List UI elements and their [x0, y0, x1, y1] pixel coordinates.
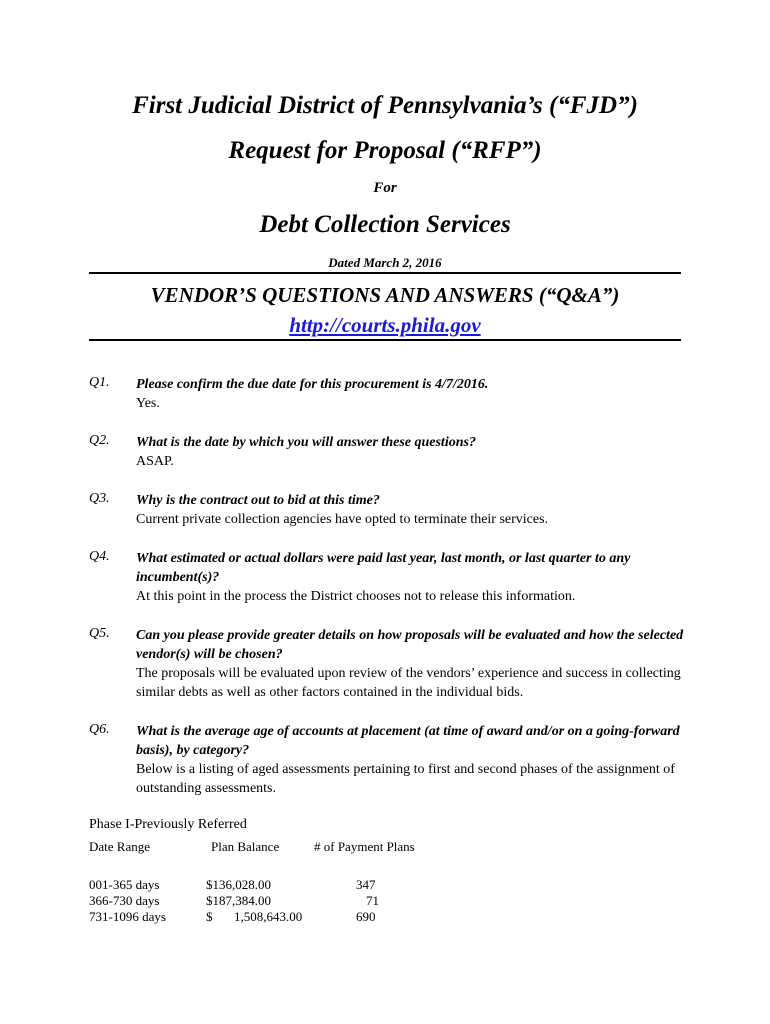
qa-item — [136, 375, 684, 413]
question-number: Q3. — [89, 491, 110, 506]
document-title-line1: First Judicial District of Pennsylvania’s (“FJD”) — [132, 92, 638, 119]
question-number: Q4. — [89, 549, 110, 564]
question-text: What is the average age of accounts at placement (at time of award and/or on a going-forward basis), by category? — [136, 724, 680, 758]
question-text: Why is the contract out to bid at this time? — [136, 493, 380, 508]
table-cell-plans: 690 — [356, 909, 376, 924]
answer-text: Yes. — [136, 396, 160, 411]
answer-text: The proposals will be evaluated upon review of the vendors’ experience and success in collecting similar debts as well as other factors contained in the individual bids. — [136, 666, 681, 700]
qa-item — [136, 722, 684, 798]
table-cell-balance: $136,028.00 — [206, 877, 271, 892]
table-cell-plans: 347 — [356, 877, 376, 892]
table-cell-plans: 71 — [366, 893, 379, 908]
qa-item — [136, 491, 684, 529]
table-cell-dollar-sign: $ — [206, 909, 213, 924]
answer-text: ASAP. — [136, 454, 174, 469]
table-cell-range: 731-1096 days — [89, 909, 166, 924]
column-header-date-range: Date Range — [89, 839, 151, 854]
table-cell-balance: 1,508,643.00 — [234, 909, 303, 924]
answer-text: Below is a listing of aged assessments pertaining to first and second phases of the assignment of outstanding assessments. — [136, 762, 675, 796]
table-cell-range: 001-365 days — [89, 877, 160, 892]
phase-caption: Phase I-Previously Referred — [89, 817, 247, 832]
question-text: Please confirm the due date for this procurement is 4/7/2016. — [136, 377, 489, 392]
document-title-line2: Request for Proposal (“RFP”) — [228, 137, 542, 164]
courts-link[interactable]: http://courts.phila.gov — [289, 313, 481, 337]
column-header-payment-plans: # of Payment Plans — [314, 839, 415, 854]
question-text: What is the date by which you will answer these questions? — [136, 435, 476, 450]
answer-text: At this point in the process the District chooses not to release this information. — [136, 589, 576, 604]
column-header-plan-balance: Plan Balance — [211, 839, 280, 854]
document-subject: Debt Collection Services — [259, 211, 511, 238]
document-date: Dated March 2, 2016 — [328, 255, 442, 270]
section-title: VENDOR’S QUESTIONS AND ANSWERS (“Q&A”) — [150, 283, 620, 307]
question-number: Q1. — [89, 375, 110, 390]
table-cell-range: 366-730 days — [89, 893, 160, 908]
question-number: Q6. — [89, 722, 110, 737]
top-divider — [89, 272, 681, 274]
for-label: For — [373, 180, 397, 196]
answer-text: Current private collection agencies have opted to terminate their services. — [136, 512, 549, 527]
question-number: Q5. — [89, 626, 110, 641]
qa-item — [136, 433, 684, 471]
bottom-divider — [89, 339, 681, 341]
table-cell-balance: $187,384.00 — [206, 893, 271, 908]
question-text: Can you please provide greater details on how proposals will be evaluated and how the selected vendor(s) will be chosen? — [136, 628, 684, 662]
qa-item — [136, 549, 684, 606]
qa-item — [136, 626, 684, 702]
question-number: Q2. — [89, 433, 110, 448]
question-text: What estimated or actual dollars were paid last year, last month, or last quarter to any incumbent(s)? — [136, 551, 631, 585]
